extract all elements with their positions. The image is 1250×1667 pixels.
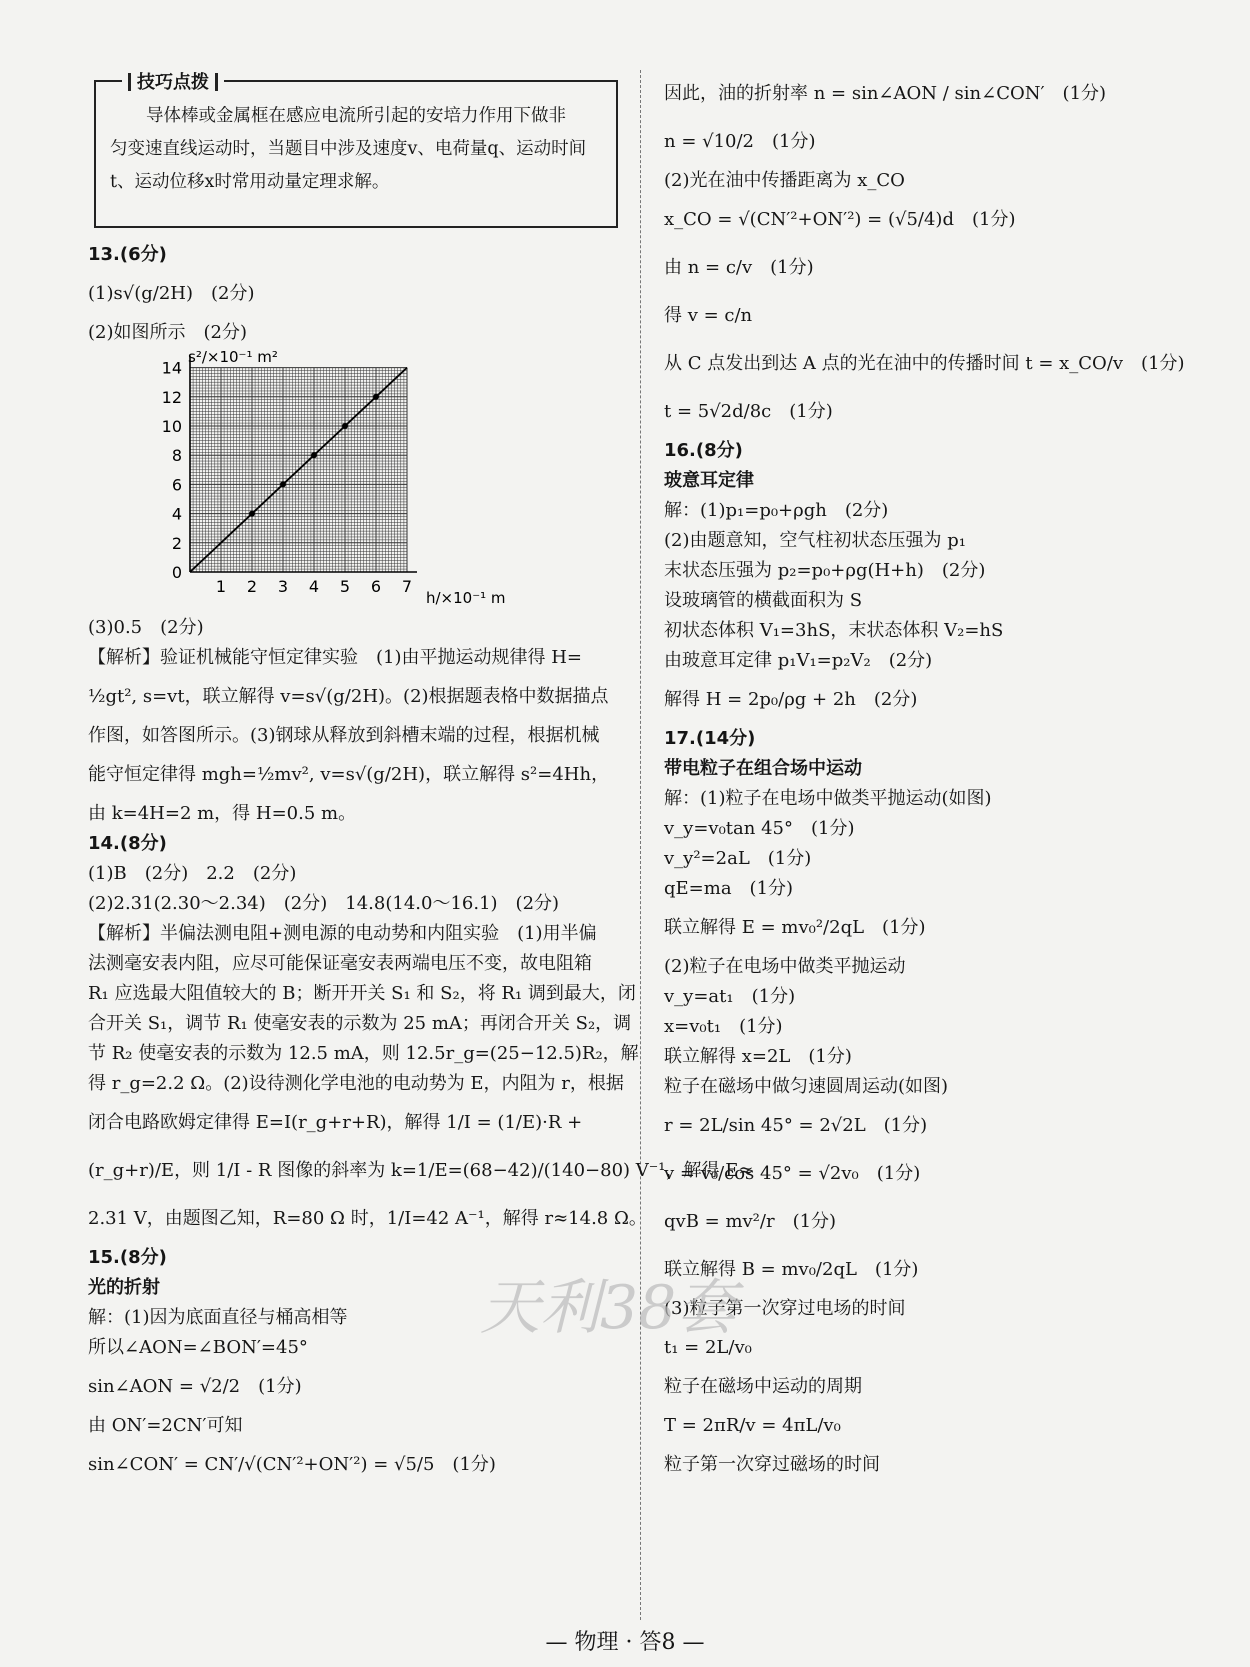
q16-line: 末状态压强为 p₂=p₀+ρg(H+h) (2分) <box>664 560 986 581</box>
q15-cont-line: 由 n = c/v (1分) <box>664 257 814 278</box>
publisher-watermark: 天利38套 <box>480 1273 737 1343</box>
q14-analysis-line: 得 r_g=2.2 Ω。(2)设待测化学电池的电动势为 E，内阻为 r，根据 <box>88 1073 624 1094</box>
q13-analysis-line: 由 k=4H=2 m，得 H=0.5 m。 <box>88 803 357 824</box>
q13-answer-3: (3)0.5 (2分) <box>88 617 204 638</box>
q17-line: (2)粒子在电场中做类平抛运动 <box>664 956 906 977</box>
q17-line: qvB = mv²/r (1分) <box>664 1211 837 1232</box>
q14-heading: 14.(8分) <box>88 833 167 854</box>
q15-cont-line: n = √10/2 (1分) <box>664 131 816 152</box>
q14-answer-2: (2)2.31(2.30～2.34) (2分) 14.8(14.0～16.1) (2分) <box>88 893 560 914</box>
x-tick-label: 1 <box>215 577 227 596</box>
q17-line: v_y=v₀tan 45° (1分) <box>664 818 855 839</box>
q13-analysis-line: 【解析】验证机械能守恒定律实验 (1)由平抛运动规律得 H= <box>88 647 582 668</box>
y-tick-label: 2 <box>171 533 182 553</box>
q14-analysis-line: 闭合电路欧姆定律得 E=I(r_g+r+R)，解得 1/I = (1/E)·R + <box>88 1112 583 1133</box>
q14-analysis-line: 2.31 V，由题图乙知，R=80 Ω 时，1/I=42 A⁻¹，解得 r≈14.8 Ω。 <box>88 1208 647 1229</box>
q16-line: 由玻意耳定律 p₁V₁=p₂V₂ (2分) <box>664 650 933 671</box>
q14-answer-1: (1)B (2分) 2.2 (2分) <box>88 863 297 884</box>
right-column <box>664 70 1184 1480</box>
y-tick-label: 6 <box>171 475 182 495</box>
q13-answer-1: (1)s√(g/2H) (2分) <box>88 283 255 304</box>
q16-line: 解：(1)p₁=p₀+ρgh (2分) <box>664 500 889 521</box>
q15-cont-line: x_CO = √(CN′²+ON′²) = (√5/4)d (1分) <box>664 209 1016 230</box>
q17-line: qE=ma (1分) <box>664 878 794 899</box>
data-point <box>342 423 348 429</box>
data-point <box>249 511 255 517</box>
q15-line: sin∠AON = √2/2 (1分) <box>88 1376 302 1397</box>
q17-line: 解：(1)粒子在电场中做类平抛运动(如图) <box>664 788 992 809</box>
q15-line: sin∠CON′ = CN′/√(CN′²+ON′²) = √5/5 (1分) <box>88 1454 496 1475</box>
q17-line: 联立解得 x=2L (1分) <box>664 1046 852 1067</box>
data-point <box>311 452 317 458</box>
x-tick-label: 7 <box>401 577 413 596</box>
x-tick-label: 5 <box>339 577 351 596</box>
q14-analysis-line: 节 R₂ 使毫安表的示数为 12.5 mA，则 12.5r_g=(25−12.5)R₂，解 <box>88 1043 639 1064</box>
q17-line: T = 2πR/v = 4πL/v₀ <box>664 1415 841 1436</box>
q15-cont-line: 因此，油的折射率 n = sin∠AON / sin∠CON′ (1分) <box>664 83 1107 104</box>
q13-analysis-line: 能守恒定律得 mgh=½mv², v=s√(g/2H)，联立解得 s²=4Hh， <box>88 764 610 785</box>
q17-line: x=v₀t₁ (1分) <box>664 1016 783 1037</box>
q14-analysis-line: 法测毫安表内阻，应尽可能保证毫安表两端电压不变，故电阻箱 <box>88 953 592 974</box>
q15-line: 解：(1)因为底面直径与桶高相等 <box>88 1307 348 1328</box>
q14-analysis-line: (r_g+r)/E，则 1/I - R 图像的斜率为 k=1/E=(68−42)/(140−80) V⁻¹，解得 E≈ <box>88 1160 754 1181</box>
q15-cont-line: 得 v = c/n <box>664 305 753 326</box>
x-axis-label: h/×10⁻¹ m <box>426 589 506 607</box>
q17-line: (3)粒子第一次穿过电场的时间 <box>664 1298 906 1319</box>
q14-analysis-line: 合开关 S₁，调节 R₁ 使毫安表的示数为 25 mA；再闭合开关 S₂，调 <box>88 1013 632 1034</box>
q17-heading: 17.(14分) <box>664 728 756 749</box>
q14-analysis-line: R₁ 应选最大阻值较大的 B；断开开关 S₁ 和 S₂，将 R₁ 调到最大，闭 <box>88 983 636 1004</box>
s2-h-chart <box>88 348 528 613</box>
q17-line: 粒子在磁场中做匀速圆周运动(如图) <box>664 1076 949 1097</box>
q17-line: v_y²=2aL (1分) <box>664 848 812 869</box>
q17-line: 联立解得 E = mv₀²/2qL (1分) <box>664 917 926 938</box>
data-point <box>280 481 286 487</box>
q16-heading: 16.(8分) <box>664 440 743 461</box>
q15-cont-line: (2)光在油中传播距离为 x_CO <box>664 170 905 191</box>
data-point <box>373 394 379 400</box>
tip-line: 导体棒或金属框在感应电流所引起的安培力作用下做非 <box>146 106 566 126</box>
q15-line: 由 ON′=2CN′可知 <box>88 1415 243 1436</box>
q17-line: 粒子第一次穿过磁场的时间 <box>664 1454 880 1475</box>
y-tick-label: 4 <box>171 504 182 524</box>
y-axis-label: s²/×10⁻¹ m² <box>188 348 278 366</box>
q15-topic: 光的折射 <box>88 1277 160 1298</box>
tip-box <box>94 72 618 228</box>
q16-line: 解得 H = 2p₀/ρg + 2h (2分) <box>664 689 918 710</box>
page-footer: — 物理 · 答8 — <box>545 1630 705 1655</box>
tip-line: t、运动位移x时常用动量定理求解。 <box>110 172 390 192</box>
q13-analysis-line: ½gt², s=vt，联立解得 v=s√(g/2H)。(2)根据题表格中数据描点 <box>88 686 609 707</box>
q15-line: 所以∠AON=∠BON′=45° <box>88 1337 308 1358</box>
x-tick-label: 4 <box>308 577 320 596</box>
tip-line: 匀变速直线运动时，当题目中涉及速度v、电荷量q、运动时间 <box>110 139 587 159</box>
q13-heading: 13.(6分) <box>88 244 167 265</box>
q15-cont-line: t = 5√2d/8c (1分) <box>664 401 833 422</box>
y-tick-label: 0 <box>171 563 182 582</box>
q17-line: v = v₀/cos 45° = √2v₀ (1分) <box>664 1163 921 1184</box>
q17-topic: 带电粒子在组合场中运动 <box>664 758 862 779</box>
tip-title: 技巧点拨 <box>122 68 224 94</box>
q16-line: 设玻璃管的横截面积为 S <box>664 590 863 611</box>
x-tick-label: 6 <box>370 577 382 596</box>
y-tick-label: 8 <box>171 446 182 466</box>
q16-line: 初状态体积 V₁=3hS，末状态体积 V₂=hS <box>664 620 1004 641</box>
q14-analysis-line: 【解析】半偏法测电阻+测电源的电动势和内阻实验 (1)用半偏 <box>88 923 597 944</box>
y-tick-label: 14 <box>161 358 182 378</box>
column-divider <box>640 70 641 1620</box>
q15-cont-line: 从 C 点发出到达 A 点的光在油中的传播时间 t = x_CO/v (1分) <box>664 353 1185 374</box>
q17-line: r = 2L/sin 45° = 2√2L (1分) <box>664 1115 928 1136</box>
x-tick-label: 3 <box>277 577 289 596</box>
q16-topic: 玻意耳定律 <box>664 470 754 491</box>
q17-line: t₁ = 2L/v₀ <box>664 1337 752 1358</box>
q15-heading: 15.(8分) <box>88 1247 167 1268</box>
y-tick-label: 12 <box>161 387 182 407</box>
x-tick-label: 2 <box>246 577 258 596</box>
q17-line: 粒子在磁场中运动的周期 <box>664 1376 862 1397</box>
y-tick-label: 10 <box>161 417 182 436</box>
q17-line: 联立解得 B = mv₀/2qL (1分) <box>664 1259 919 1280</box>
q13-answer-2: (2)如图所示 (2分) <box>88 322 247 343</box>
q13-analysis-line: 作图，如答图所示。(3)钢球从释放到斜槽末端的过程，根据机械 <box>88 725 600 746</box>
q16-line: (2)由题意知，空气柱初状态压强为 p₁ <box>664 530 966 551</box>
q17-line: v_y=at₁ (1分) <box>664 986 796 1007</box>
